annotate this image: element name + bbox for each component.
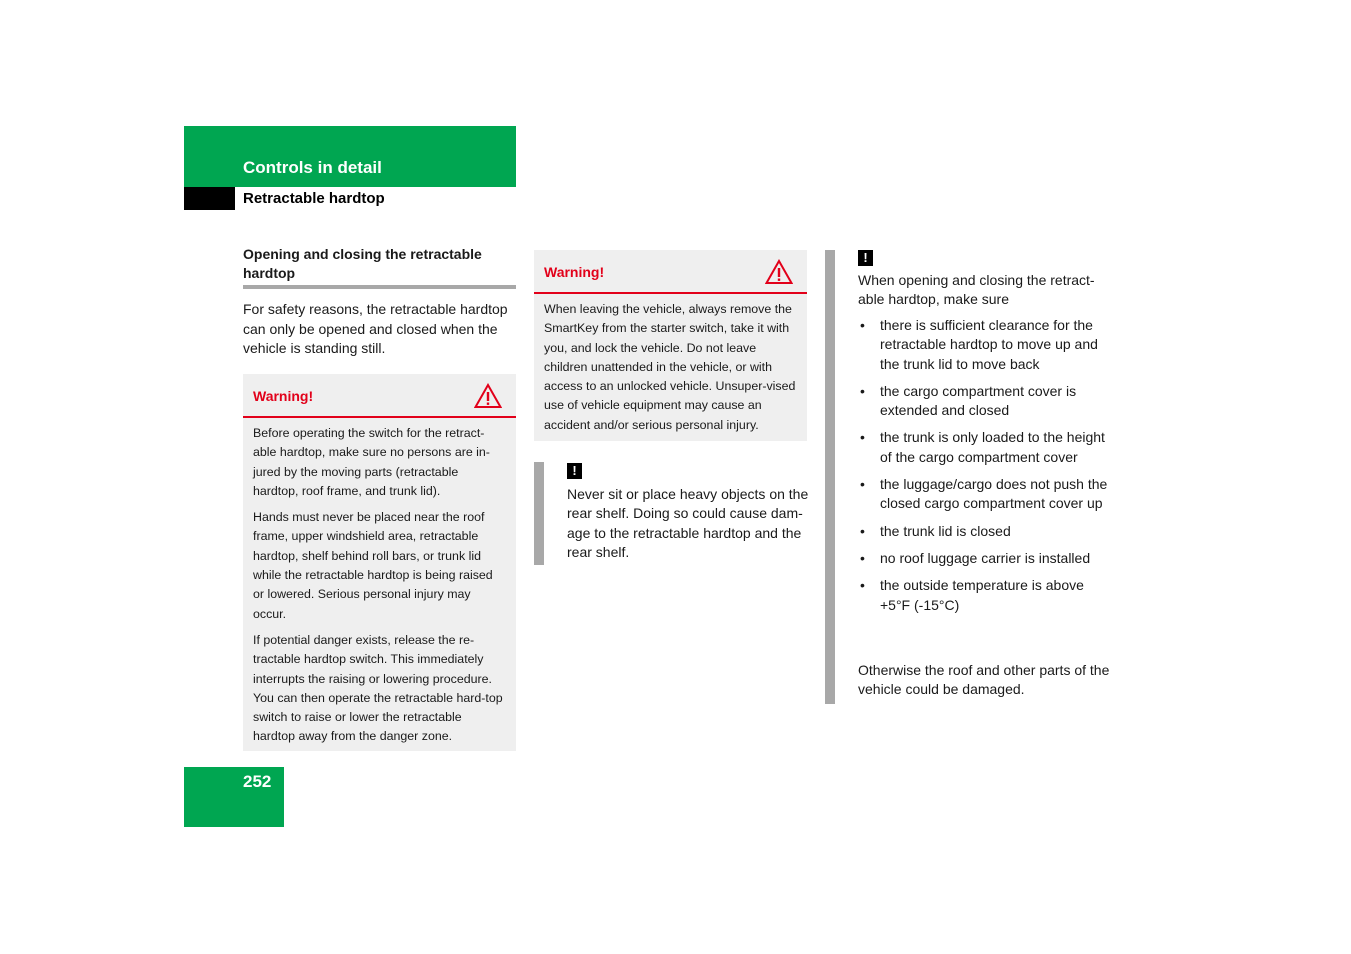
note-box-hardtop-conditions (825, 250, 1110, 704)
exclamation-icon: ! (567, 463, 582, 479)
warning-label: Warning! (253, 388, 314, 404)
warning-triangle-icon (765, 259, 793, 285)
warning-body (534, 294, 807, 443)
list-item-text: the luggage/cargo does not push the closed cargo compartment cover up (880, 476, 1108, 512)
warning-header (534, 250, 807, 294)
page-number: 252 (243, 772, 272, 791)
bullet-icon: • (860, 317, 865, 333)
note-text: Never sit or place heavy objects on the rear shelf. Doing so could cause dam-age to the retractable hardtop and the rear shelf. (567, 486, 809, 560)
list-item-text: no roof luggage carrier is installed (880, 549, 1091, 566)
warning-paragraph: When leaving the vehicle, always remove the SmartKey from the starter switch, take it with you, and lock the vehicle. Do not leave children unattended in the vehicle, or with access to an unlocked vehicle. Unsuper-vised use of vehicle equipment may cause an accident and/or serious personal injury. (544, 302, 796, 432)
bullet-icon: • (860, 522, 865, 539)
bullet-icon: • (860, 549, 865, 566)
warning-box-smartkey (534, 250, 807, 441)
exclamation-icon: ! (858, 250, 873, 266)
list-item (858, 428, 1110, 467)
intro-paragraph: For safety reasons, the retractable hardtop can only be opened and closed when the vehicle is standing still. (243, 301, 508, 356)
topic-heading: Opening and closing the retractable hardtop (243, 246, 482, 281)
bullet-icon: • (860, 429, 865, 446)
warning-header (243, 374, 516, 418)
bullet-icon: • (860, 476, 865, 493)
list-item (858, 382, 1110, 421)
chapter-title: Controls in detail (243, 158, 382, 177)
heading-rule (243, 285, 516, 289)
section-marker (184, 187, 235, 210)
list-item (858, 316, 1110, 374)
list-item-text: the trunk lid is closed (880, 522, 1011, 539)
bullet-icon: • (860, 382, 865, 399)
warning-paragraph: If potential danger exists, release the re-tractable hardtop switch. This immediately interrupts the raising or lowering procedure. You can then operate the retractable hard-top switch to raise or lower the retractable hardtop away from the danger zone. (253, 632, 503, 744)
warning-box-operation (243, 374, 516, 751)
note-box-rear-shelf (534, 462, 817, 565)
warning-label: Warning! (544, 264, 605, 280)
warning-paragraph: Hands must never be placed near the roof frame, upper windshield area, retractable hardtop, shelf behind roll bars, or trunk lid while the retractable hardtop is being raised or lowered. Serious personal injury may occur. (253, 510, 493, 621)
list-item-text: the cargo compartment cover is extended and closed (880, 382, 1077, 419)
list-item (858, 522, 1110, 541)
warning-body (243, 418, 516, 755)
bullet-icon: • (860, 577, 865, 594)
condition-list (858, 316, 1110, 623)
list-item-text: the outside temperature is above +5°F (-15°C) (880, 577, 1084, 613)
note-intro: When opening and closing the retract-able hardtop, make sure (858, 272, 1095, 308)
list-item-text: the trunk is only loaded to the height of the cargo compartment cover (880, 429, 1105, 465)
warning-triangle-icon (474, 383, 502, 409)
section-title: Retractable hardtop (243, 190, 385, 207)
list-item-text: there is sufficient clearance for the retractable hardtop to move up and the trunk lid to move back (880, 317, 1098, 372)
list-item (858, 576, 1110, 615)
list-item (858, 475, 1110, 514)
warning-paragraph: Before operating the switch for the retract-able hardtop, make sure no persons are in-jured by the moving parts (retractable hardtop, roof frame, and trunk lid). (253, 426, 490, 498)
note-outro: Otherwise the roof and other parts of the vehicle could be damaged. (858, 662, 1110, 698)
list-item (858, 549, 1110, 568)
